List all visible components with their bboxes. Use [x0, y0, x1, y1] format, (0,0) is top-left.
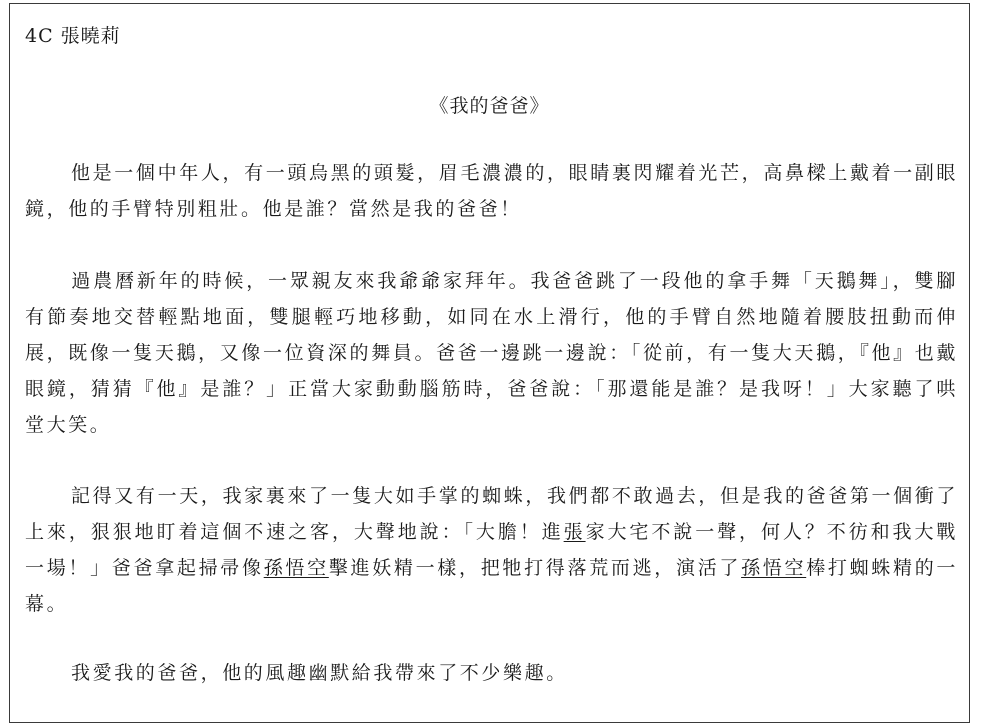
paragraph-1-text: 他是一個中年人，有一頭烏黑的頭髮，眉毛濃濃的，眼睛裏閃耀着光芒，高鼻樑上戴着一副眼鏡，他的手臂特別粗壯。他是誰？當然是我的爸爸！: [25, 162, 958, 220]
essay-title: 《我的爸爸》: [429, 95, 550, 117]
paragraph-2: [25, 263, 958, 443]
paragraph-4-text: 我愛我的爸爸，他的風趣幽默給我帶來了不少樂趣。: [71, 662, 568, 684]
paragraph-3-text-d: 棒打蜘蛛精的一幕。: [25, 557, 958, 615]
student-name-heading: 4C 張曉莉: [25, 25, 121, 47]
paragraph-1: [25, 155, 958, 227]
underlined-name-sun-wukong-2: 孫悟空: [741, 557, 807, 579]
paragraph-4: [25, 655, 958, 691]
paragraph-2-text: 過農曆新年的時候，一眾親友來我爺爺家拜年。我爸爸跳了一段他的拿手舞「天鵝舞」，雙腳有節奏地交替輕點地面，雙腿輕巧地移動，如同在水上滑行，他的手臂自然地隨着腰肢扭動而伸展，既像一隻天鵝，又像一位資深的舞員。爸爸一邊跳一邊說：「從前，有一隻大天鵝，『他』也戴眼鏡，猜猜『他』是誰？」正當大家動動腦筋時，爸爸說：「那還能是誰？是我呀！」大家聽了哄堂大笑。: [25, 270, 958, 436]
document-page: [9, 3, 970, 723]
underlined-name-zhang: 張: [563, 521, 586, 543]
underlined-name-sun-wukong-1: 孫悟空: [263, 557, 329, 579]
paragraph-3-text-b: 家大宅不說一聲，何人？不彷和我大戰一場！」爸爸拿起掃帚像: [25, 521, 958, 579]
paragraph-3-text-c: 擊進妖精一樣，把牠打得落荒而逃，演活了: [328, 557, 742, 579]
paragraph-3-text-a: 記得又有一天，我家裏來了一隻大如手掌的蜘蛛，我們都不敢過去，但是我的爸爸第一個衝了上來，狠狠地盯着這個不速之客，大聲地說：「大膽！進: [25, 485, 958, 543]
paragraph-3: [25, 478, 958, 622]
